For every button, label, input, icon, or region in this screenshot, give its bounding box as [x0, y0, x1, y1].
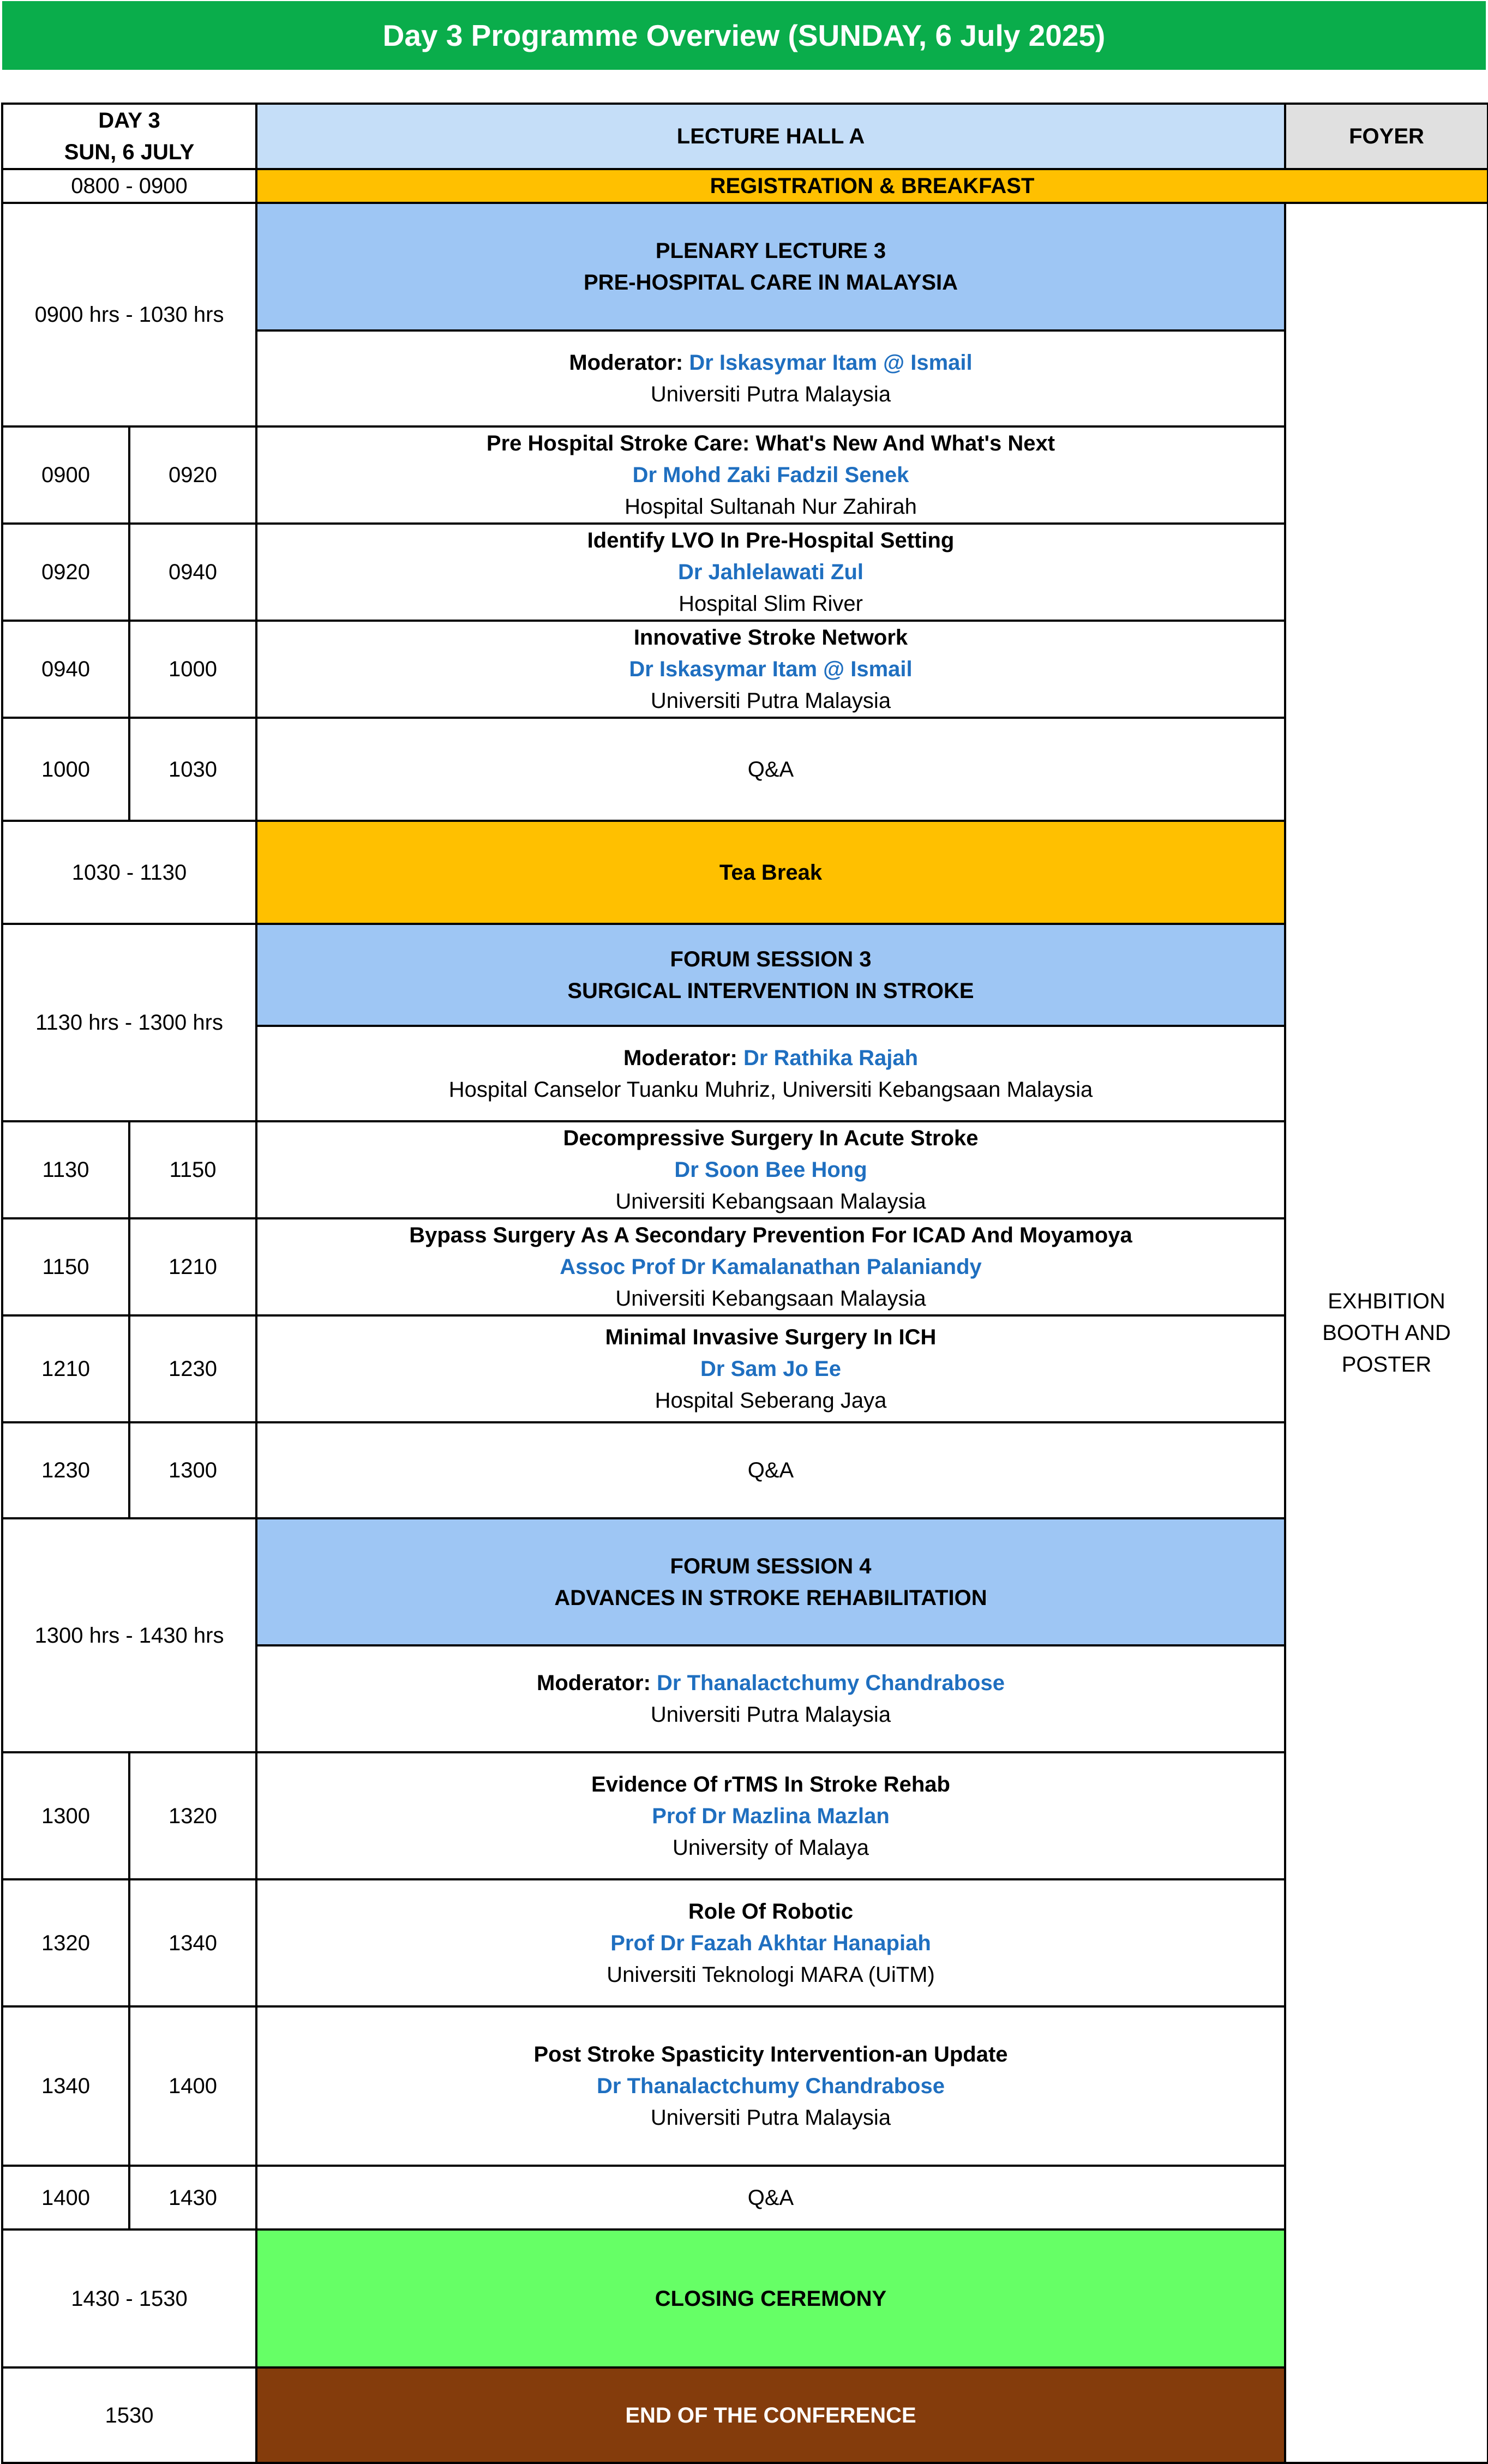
talk-title: Bypass Surgery As A Secondary Prevention For ICAD And Moyamoya: [409, 1223, 1132, 1247]
talk-affiliation: Universiti Kebangsaan Malaysia: [615, 1287, 926, 1311]
page-title-banner: [2, 1, 1486, 70]
qa-end: 1430: [129, 2166, 256, 2229]
forum3-subtitle: SURGICAL INTERVENTION IN STROKE: [567, 978, 974, 1003]
moderator-affiliation: Universiti Putra Malaysia: [650, 1703, 891, 1727]
qa-label: Q&A: [256, 1422, 1285, 1518]
talk-speaker: Assoc Prof Dr Kamalanathan Palaniandy: [560, 1255, 982, 1279]
moderator-label: Moderator:: [623, 1045, 737, 1070]
talk-end: 1340: [129, 1879, 256, 2006]
qa-end: 1300: [129, 1422, 256, 1518]
talk-details: [256, 524, 1285, 621]
foyer-header: FOYER: [1285, 104, 1488, 169]
forum4-heading: [256, 1518, 1285, 1645]
tea-break-label: Tea Break: [256, 821, 1285, 924]
header-row: [2, 104, 1488, 169]
talk-end: 1000: [129, 621, 256, 718]
forum3-header-row: [2, 924, 1488, 1026]
talk-start: 0900: [2, 426, 129, 524]
talk-start: 1320: [2, 1879, 129, 2006]
talk-details: [256, 621, 1285, 718]
talk-details: [256, 1752, 1285, 1879]
day-header: [2, 104, 256, 169]
talk-end: 1230: [129, 1315, 256, 1422]
forum4-title: FORUM SESSION 4: [670, 1554, 872, 1578]
programme-table: [1, 103, 1488, 2464]
plenary-heading: [256, 203, 1285, 330]
talk-details: [256, 1218, 1285, 1315]
forum4-header-row: [2, 1518, 1488, 1645]
talk-affiliation: Hospital Slim River: [679, 592, 863, 616]
moderator-affiliation: Hospital Canselor Tuanku Muhriz, Universiti Kebangsaan Malaysia: [448, 1077, 1093, 1102]
talk-speaker: Dr Iskasymar Itam @ Ismail: [629, 657, 913, 681]
talk-row: [2, 621, 1488, 718]
talk-row: [2, 1218, 1488, 1315]
forum3-time: 1130 hrs - 1300 hrs: [2, 924, 256, 1121]
talk-end: 1320: [129, 1752, 256, 1879]
qa-start: 1230: [2, 1422, 129, 1518]
closing-label: CLOSING CEREMONY: [256, 2229, 1285, 2367]
plenary-subtitle: PRE-HOSPITAL CARE IN MALAYSIA: [584, 271, 958, 295]
moderator-name: Dr Rathika Rajah: [743, 1045, 919, 1070]
talk-details: [256, 2006, 1285, 2166]
talk-speaker: Dr Jahlelawati Zul: [677, 560, 864, 584]
talk-affiliation: Hospital Sultanah Nur Zahirah: [625, 495, 917, 519]
talk-affiliation: Hospital Seberang Jaya: [655, 1389, 887, 1413]
forum4-time: 1300 hrs - 1430 hrs: [2, 1518, 256, 1752]
moderator-name: Dr Thanalactchumy Chandrabose: [657, 1671, 1005, 1695]
talk-row: [2, 1752, 1488, 1879]
end-label: END OF THE CONFERENCE: [256, 2367, 1285, 2463]
talk-end: 1210: [129, 1218, 256, 1315]
talk-row: [2, 1315, 1488, 1422]
qa-label: Q&A: [256, 718, 1285, 821]
plenary-moderator: [256, 330, 1285, 426]
talk-title: Evidence Of rTMS In Stroke Rehab: [591, 1772, 950, 1796]
forum3-heading: [256, 924, 1285, 1026]
plenary-title: PLENARY LECTURE 3: [655, 239, 886, 263]
plenary-header-row: [2, 203, 1488, 330]
talk-affiliation: Universiti Putra Malaysia: [650, 689, 891, 713]
talk-affiliation: University of Malaya: [672, 1835, 869, 1860]
talk-speaker: Prof Dr Mazlina Mazlan: [652, 1804, 890, 1828]
talk-row: [2, 1121, 1488, 1218]
day-label: DAY 3: [98, 109, 160, 133]
talk-start: 0940: [2, 621, 129, 718]
forum4-moderator: [256, 1645, 1285, 1752]
moderator-label: Moderator:: [569, 351, 683, 375]
talk-details: [256, 426, 1285, 524]
closing-row: [2, 2229, 1488, 2367]
forum3-moderator: [256, 1026, 1285, 1121]
qa-start: 1000: [2, 718, 129, 821]
talk-affiliation: Universiti Teknologi MARA (UiTM): [607, 1962, 935, 1987]
talk-end: 1400: [129, 2006, 256, 2166]
end-time: 1530: [2, 2367, 256, 2463]
registration-label: REGISTRATION & BREAKFAST: [256, 169, 1488, 203]
talk-row: [2, 426, 1488, 524]
page-title: Day 3 Programme Overview (SUNDAY, 6 July 2025): [382, 19, 1106, 52]
talk-details: [256, 1315, 1285, 1422]
moderator-label: Moderator:: [537, 1671, 651, 1695]
qa-start: 1400: [2, 2166, 129, 2229]
talk-row: [2, 1879, 1488, 2006]
talk-end: 0940: [129, 524, 256, 621]
end-row: [2, 2367, 1488, 2463]
talk-end: 0920: [129, 426, 256, 524]
qa-end: 1030: [129, 718, 256, 821]
talk-title: Minimal Invasive Surgery In ICH: [605, 1325, 937, 1349]
talk-affiliation: Universiti Kebangsaan Malaysia: [615, 1189, 926, 1213]
talk-row: [2, 2006, 1488, 2166]
date-label: SUN, 6 JULY: [64, 140, 195, 164]
talk-details: [256, 1121, 1285, 1218]
talk-title: Decompressive Surgery In Acute Stroke: [563, 1126, 979, 1150]
talk-title: Pre Hospital Stroke Care: What's New And What's Next: [486, 431, 1055, 455]
talk-start: 1150: [2, 1218, 129, 1315]
talk-title: Identify LVO In Pre-Hospital Setting: [587, 528, 955, 552]
talk-start: 1300: [2, 1752, 129, 1879]
talk-row: [2, 524, 1488, 621]
talk-title: Innovative Stroke Network: [633, 626, 908, 650]
plenary-time: 0900 hrs - 1030 hrs: [2, 203, 256, 426]
talk-end: 1150: [129, 1121, 256, 1218]
talk-title: Post Stroke Spasticity Intervention-an Update: [533, 2042, 1008, 2066]
forum3-title: FORUM SESSION 3: [670, 947, 872, 971]
talk-speaker: Dr Soon Bee Hong: [674, 1158, 867, 1182]
talk-affiliation: Universiti Putra Malaysia: [650, 2106, 891, 2130]
talk-start: 1130: [2, 1121, 129, 1218]
qa-row: [2, 718, 1488, 821]
forum4-subtitle: ADVANCES IN STROKE REHABILITATION: [554, 1585, 987, 1610]
talk-speaker: Dr Thanalactchumy Chandrabose: [597, 2074, 945, 2098]
hall-header: LECTURE HALL A: [256, 104, 1285, 169]
tea-break-time: 1030 - 1130: [2, 821, 256, 924]
talk-speaker: Dr Mohd Zaki Fadzil Senek: [632, 463, 909, 487]
talk-start: 1210: [2, 1315, 129, 1422]
moderator-affiliation: Universiti Putra Malaysia: [650, 382, 891, 406]
qa-label: Q&A: [256, 2166, 1285, 2229]
tea-break-row: [2, 821, 1488, 924]
closing-time: 1430 - 1530: [2, 2229, 256, 2367]
talk-start: 1340: [2, 2006, 129, 2166]
talk-speaker: Dr Sam Jo Ee: [700, 1357, 841, 1381]
registration-row: [2, 169, 1488, 203]
talk-title: Role Of Robotic: [688, 1899, 854, 1924]
qa-row: [2, 2166, 1488, 2229]
talk-start: 0920: [2, 524, 129, 621]
talk-details: [256, 1879, 1285, 2006]
talk-speaker: Prof Dr Fazah Akhtar Hanapiah: [610, 1931, 931, 1955]
qa-row: [2, 1422, 1488, 1518]
moderator-name: Dr Iskasymar Itam @ Ismail: [689, 351, 973, 375]
foyer-cell: EXHBITION BOOTH AND POSTER: [1285, 203, 1488, 2463]
registration-time: 0800 - 0900: [2, 169, 256, 203]
